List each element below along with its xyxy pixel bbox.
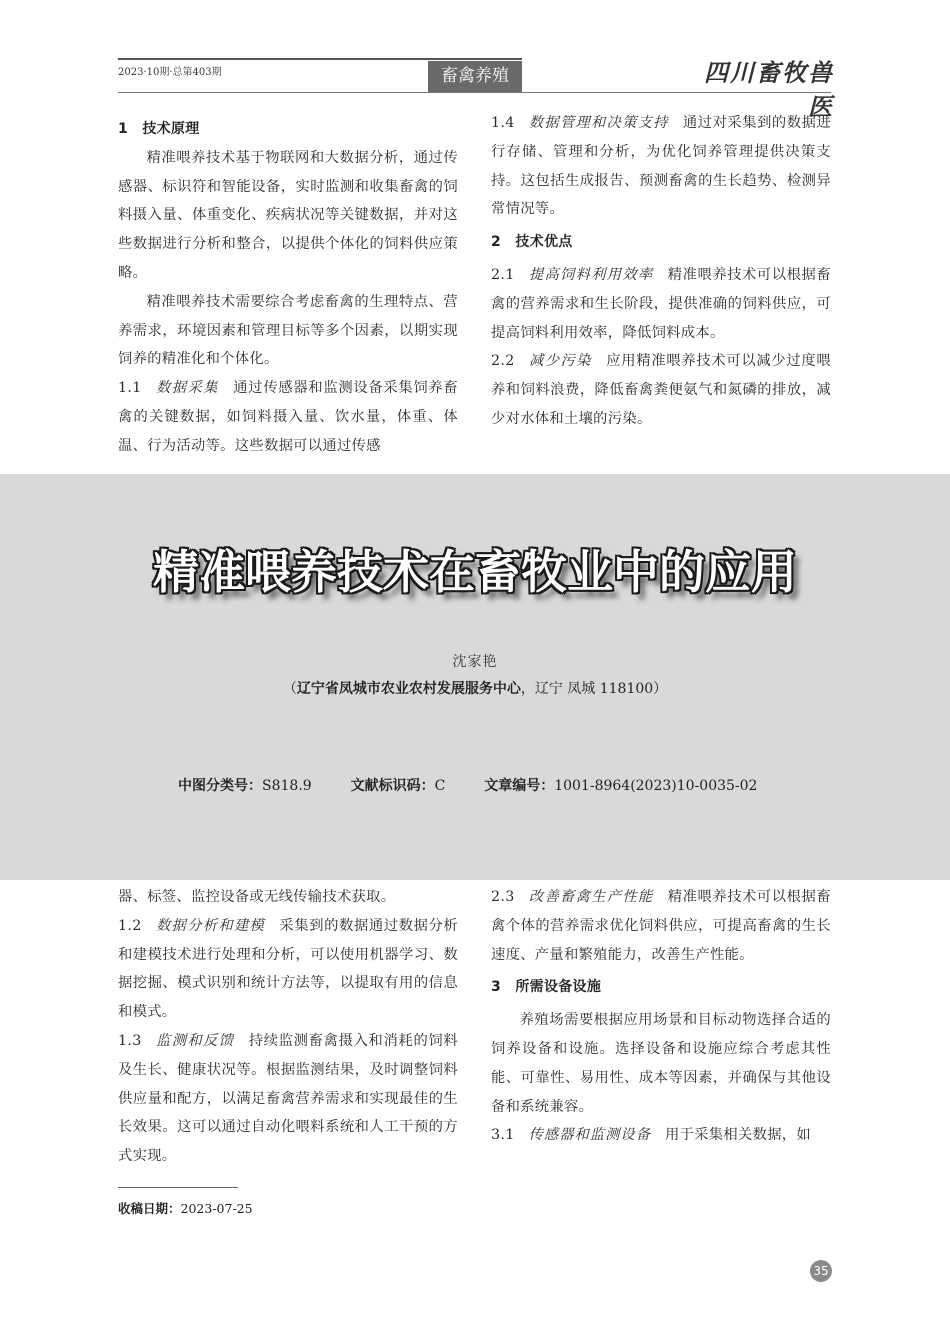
subsection-2-2 xyxy=(491,347,831,433)
doc-code-value: C xyxy=(434,778,446,794)
clc-value: S818.9 xyxy=(262,778,312,794)
journal-logo: 四川畜牧兽医 xyxy=(704,58,834,121)
subsection-text: 精准喂养技术可以根据畜禽个体的营养需求优化饲料供应，可提高畜禽的生长速度、产量和繁殖能力，改善生产性能。 xyxy=(491,889,831,963)
article-meta xyxy=(178,775,757,795)
header-rule-top xyxy=(118,58,522,60)
subsection-number: 1.3 xyxy=(118,1032,142,1049)
author-name: 沈家艳 xyxy=(452,654,498,670)
paragraph: 精准喂养技术基于物联网和大数据分析，通过传感器、标识符和智能设备，实时监测和收集畜禽的饲料摄入量、体重变化、疾病状况等关键数据，并对这些数据进行分析和整合，以提供个体化的饲料供应策略。 xyxy=(118,149,458,281)
subsection-1-4 xyxy=(491,109,831,224)
affiliation-location: ，辽宁 凤城 118100） xyxy=(520,681,668,697)
subsection-title: 减少污染 xyxy=(528,353,592,370)
subsection-number: 1.1 xyxy=(118,380,142,397)
heading-2: 2 技术优点 xyxy=(491,234,573,251)
subsection-number: 2.2 xyxy=(491,353,515,370)
heading-3: 3 所需设备设施 xyxy=(491,979,602,996)
received-value: 2023-07-25 xyxy=(180,1201,253,1216)
subsection-1-3 xyxy=(118,1027,458,1171)
left-column-bottom xyxy=(118,883,458,1171)
subsection-title: 数据采集 xyxy=(155,380,219,397)
received-label: 收稿日期： xyxy=(118,1201,181,1216)
subsection-2-1 xyxy=(491,261,831,347)
paragraph: 养殖场需要根据应用场景和目标动物选择合适的饲养设备和设施。选择设备和设施应综合考虑其性能、可靠性、易用性、成本等因素，并确保与其他设备和系统兼容。 xyxy=(491,1012,831,1115)
subsection-title: 监测和反馈 xyxy=(155,1032,235,1049)
paragraph-continued: 器、标签、监控设备或无线传输技术获取。 xyxy=(118,889,396,905)
author-affiliation xyxy=(0,678,950,698)
subsection-text: 采集到的数据通过数据分析和建模技术进行处理和分析，可以使用机器学习、数据挖掘、模式识别和统计方法等，以提取有用的信息和模式。 xyxy=(118,917,458,1021)
subsection-text: 精准喂养技术可以根据畜禽的营养需求和生长阶段，提供准确的饲料供应，可提高饲料利用效率，降低饲料成本。 xyxy=(491,266,831,341)
paragraph: 精准喂养技术需要综合考虑畜禽的生理特点、营养需求，环境因素和管理目标等多个因素，以期实现饲养的精准化和个体化。 xyxy=(118,293,458,368)
footnote-rule xyxy=(118,1187,238,1188)
article-number-value: 1001-8964(2023)10-0035-02 xyxy=(554,778,758,794)
affiliation-open: （ xyxy=(282,681,297,697)
affiliation-org: 辽宁省凤城市农业农村发展服务中心 xyxy=(296,681,521,697)
subsection-1-1 xyxy=(118,374,458,460)
issue-info: 2023·10期·总第403期 xyxy=(118,67,222,78)
header-rule-bottom xyxy=(118,92,831,93)
subsection-number: 2.3 xyxy=(491,889,515,905)
subsection-number: 3.1 xyxy=(491,1127,515,1144)
subsection-title: 提高饲料利用效率 xyxy=(528,266,654,283)
doc-code-label: 文献标识码： xyxy=(350,778,435,794)
section-tag: 畜禽养殖 xyxy=(428,61,522,92)
left-column-top xyxy=(118,115,458,461)
clc-label: 中图分类号： xyxy=(178,778,262,794)
subsection-text: 通过传感器和监测设备采集饲养畜禽的关键数据，如饲料摄入量、饮水量，体重、体温、行为活动等。这些数据可以通过传感 xyxy=(118,380,459,454)
subsection-number: 2.1 xyxy=(491,266,515,283)
article-number-label: 文章编号： xyxy=(484,778,555,794)
subsection-2-3 xyxy=(491,883,831,969)
subsection-text: 应用精准喂养技术可以减少过度喂养和饲料浪费，降低畜禽粪便氨气和氮磷的排放，减少对水体和土壤的污染。 xyxy=(491,353,832,427)
subsection-title: 改善畜禽生产性能 xyxy=(528,889,654,905)
subsection-text: 通过对采集到的数据进行存储、管理和分析，为优化饲养管理提供决策支持。这包括生成报告、预测畜禽的生长趋势、检测异常情况等。 xyxy=(491,115,831,218)
subsection-number: 1.2 xyxy=(118,917,142,934)
subsection-title: 数据管理和决策支持 xyxy=(528,115,669,131)
subsection-number: 1.4 xyxy=(491,115,515,131)
subsection-title: 传感器和监测设备 xyxy=(528,1127,652,1144)
received-date xyxy=(118,1199,253,1217)
subsection-text: 用于采集相关数据，如 xyxy=(665,1127,811,1144)
subsection-text: 持续监测畜禽摄入和消耗的饲料及生长、健康状况等。根据监测结果，及时调整饲料供应量和配方，以满足畜禽营养需求和实现最佳的生长效果。这可以通过自动化喂料系统和人工干预的方式实现。 xyxy=(118,1032,459,1165)
right-column-bottom xyxy=(491,883,831,1150)
subsection-title: 数据分析和建模 xyxy=(155,917,266,934)
article-title: 精准喂养技术在畜牧业中的应用 xyxy=(153,545,797,599)
title-band xyxy=(0,474,950,880)
right-column-top xyxy=(491,109,831,434)
heading-1: 1 技术原理 xyxy=(118,121,200,137)
subsection-1-2 xyxy=(118,912,458,1027)
page-number: 35 xyxy=(810,1260,832,1282)
subsection-3-1 xyxy=(491,1121,831,1150)
